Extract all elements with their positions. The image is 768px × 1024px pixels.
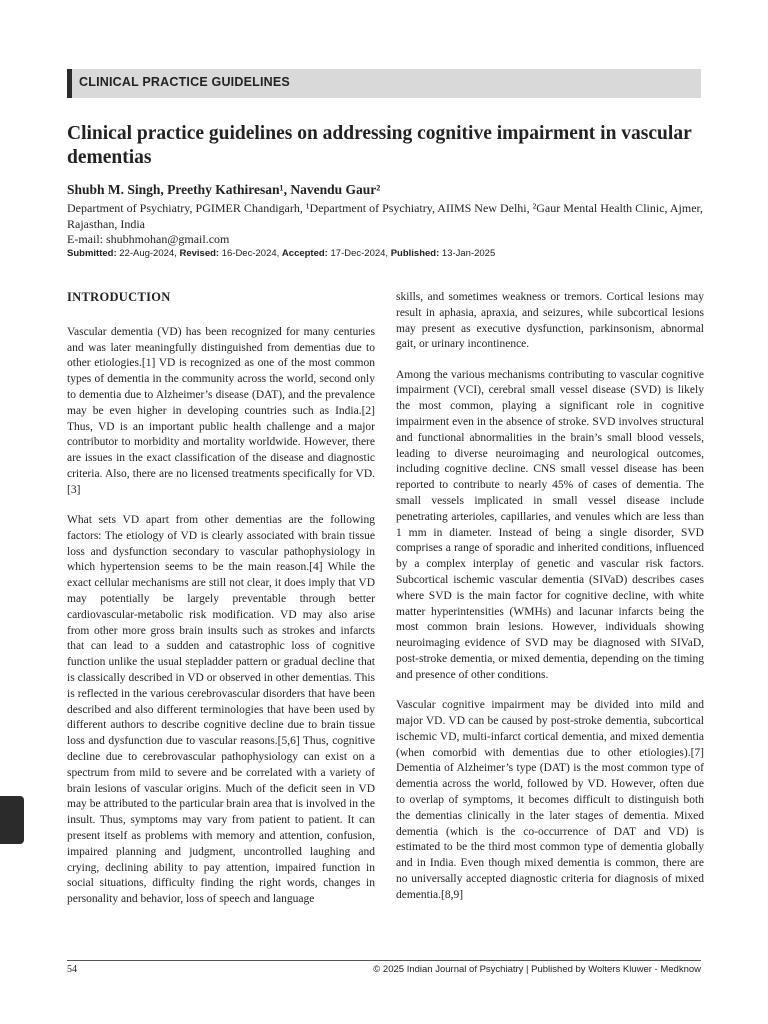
contact-email: E-mail: shubhmohan@gmail.com — [67, 232, 230, 246]
footer-divider — [67, 960, 701, 961]
banner-label: CLINICAL PRACTICE GUIDELINES — [79, 75, 290, 89]
section-banner — [67, 69, 701, 98]
accepted-label: Accepted: — [281, 248, 328, 259]
body-paragraph-2: What sets VD apart from other dementias are the following factors: The etiology of VD is clearly associated with brain tissue loss and dysfunction secondary to vascular pathophysiology in which hypertension seems to be the main reason.[4] While the exact cellular mechanisms are still not clear, it does imply that VD may potentially be largely preventable through better cardiovascular-metabolic risk modification. VD may also arise from other more gross brain insults such as strokes and infarcts that can lead to a sudden and catastrophic loss of cognitive function unlike the usual stepladder pattern or gradual decline that is classically described in VD or observed in other dementias. This is reflected in the various cerebrovascular disorders that have been described and also different terminologies that have been used by different authors to describe cognitive decline due to brain tissue loss and dysfunction due to vascular reasons.[5,6] Thus, cognitive decline due to cerebrovascular pathophysiology can exist on a spectrum from mild to severe and be correlated with a variety of brain lesions of vascular origins. Much of the deficit seen in VD may be attributed to the particular brain area that is involved in the insult. Thus, symptoms may vary from patient to patient. It can present itself as problems with memory and attention, confusion, impaired planning and judgment, uncontrolled laughing and crying, declining ability to pay attention, impaired function in social situations, difficulty finding the right words, changes in personality and behavior, loss of speech and language — [67, 514, 375, 906]
section-heading-introduction: INTRODUCTION — [67, 290, 171, 304]
journal-footer: © 2025 Indian Journal of Psychiatry | Published by Wolters Kluwer - Medknow — [373, 964, 701, 975]
revised-label: Revised: — [179, 248, 220, 259]
submitted-date: 22-Aug-2024, — [116, 248, 180, 259]
accepted-date: 17-Dec-2024, — [327, 248, 391, 259]
article-title: Clinical practice guidelines on addressing cognitive impairment in vascular dementias — [67, 123, 692, 168]
revised-date: 16-Dec-2024, — [219, 248, 282, 259]
left-column — [67, 290, 375, 922]
body-paragraph-1: Vascular dementia (VD) has been recognized for many centuries and was later meaningfully distinguished from dementias due to other etiologies.[1] VD is recognized as one of the most common types of dementia in the community across the world, second only to dementia due to Alzheimer’s disease (DAT), and the prevalence may be even higher in developing countries such as India.[2] Thus, VD is an important public health challenge and a major contributor to morbidity and mortality worldwide. However, there are issues in the exact classification of the disease and diagnostic criteria. Also, there are no licensed treatments specifically for VD.[3] — [67, 325, 375, 496]
body-paragraph-3: skills, and sometimes weakness or tremors. Cortical lesions may result in aphasia, apraxia, and seizures, while subcortical lesions may present as executive dysfunction, parkinsonism, abnormal gait, or urinary incontinence. — [396, 291, 704, 351]
page-number: 54 — [67, 964, 77, 975]
author-list: Shubh M. Singh, Preethy Kathiresan¹, Navendu Gaur² — [67, 182, 381, 197]
body-paragraph-4: Among the various mechanisms contributing to vascular cognitive impairment (VCI), cerebral small vessel disease (SVD) is likely the most common, playing a significant role in cognitive impairment even in the absence of stroke. SVD involves structural and functional abnormalities in the brain’s small blood vessels, leading to diverse neuroimaging and neurological outcomes, including cognitive decline. CNS small vessel disease has been reported to contribute to nearly 45% of cases of dementia. The small vessels implicated in small vessel disease include penetrating arterioles, capillaries, and venules which are less than 1 mm in diameter. Instead of being a single disorder, SVD comprises a range of sporadic and inherited conditions, influenced by a complex interplay of genetic and vascular risk factors. Subcortical ischemic vascular dementia (SIVaD) describes cases where SVD is the main factor for cognitive decline, with white matter hyperintensities (WMHs) and lacunar infarcts being the most common brain lesions. However, individuals showing neuroimaging evidence of SVD may be diagnosed with SIVaD, post-stroke dementia, or mixed dementia, depending on the timing and presence of other conditions. — [396, 368, 704, 681]
side-edge-tab — [0, 796, 24, 844]
affiliations: Department of Psychiatry, PGIMER Chandigarh, ¹Department of Psychiatry, AIIMS New Delhi, ²Gaur Mental Health Clinic, Ajmer, Rajasthan, India — [67, 201, 704, 231]
right-column — [396, 290, 704, 918]
body-paragraph-5: Vascular cognitive impairment may be divided into mild and major VD. VD can be caused by post-stroke dementia, subcortical ischemic VD, multi-infarct cortical dementia, and mixed dementia (when comorbid with dementias due to other etiologies).[7] Dementia of Alzheimer’s type (DAT) is the most common type of dementia across the world, followed by VD. However, often due to overlap of symptoms, it becomes difficult to distinguish both the dementias clinically in the later stages of dementia. Mixed dementia (which is the co-occurrence of DAT and VD) is estimated to be the third most common type of dementia globally and in India. Even though mixed dementia is common, there are no universally accepted diagnostic criteria for diagnosis of mixed dementia.[8,9] — [396, 699, 704, 901]
published-label: Published: — [390, 248, 440, 259]
publication-dates — [67, 248, 495, 259]
published-date: 13-Jan-2025 — [439, 248, 496, 259]
submitted-label: Submitted: — [67, 248, 117, 259]
